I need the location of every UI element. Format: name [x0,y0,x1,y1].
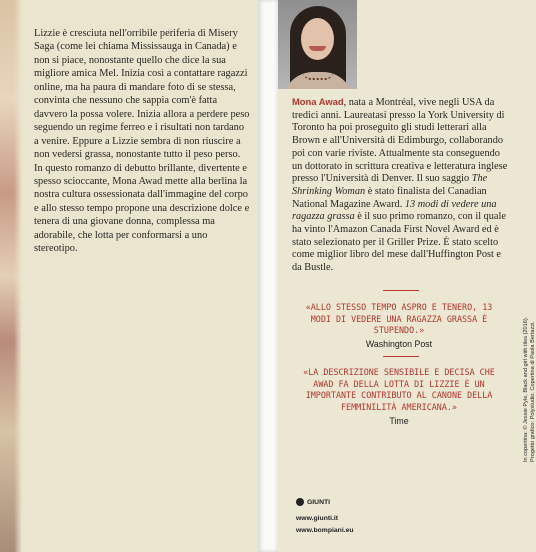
publisher-logo [296,498,330,506]
divider-rule-1 [383,290,419,291]
author-name: Mona Awad [292,96,344,107]
publisher-site-bompiani[interactable]: www.bompiani.eu [296,527,354,534]
cover-credits [523,317,536,462]
review-quote-1: «ALLO STESSO TEMPO ASPRO E TENERO, 13 MODI DI VEDERE UNA RAGAZZA GRASSA È STUPENDO.» [305,302,493,336]
credits-line-1: In copertina: © Jessie Pyle, Black and girl with tiles (2016). [523,316,529,462]
divider-rule-2 [383,356,419,357]
cover-artwork-strip [0,0,22,552]
publisher-site-giunti[interactable]: www.giunti.it [296,515,339,522]
author-photo [278,0,357,89]
bio-text-1: , nata a Montréal, vive negli USA da tredici anni. Laureatasi presso la York University di Toronto ha poi proseguito gli studi letterari alla Brown e all'Università di Edimburgo, collaborando poi con varie riviste. Attualmente sta conseguendo un dottorato in scrittura creativa e letteratura inglese presso l'Università di Denver. Il suo saggio [292,97,508,185]
bio-essay-title: The Shrinking Woman [292,173,488,197]
credits-line-2: Progetto grafico: Polystudio. Copertina di Paola Bertazzi. [530,321,536,462]
review-quote-2: «LA DESCRIZIONE SENSIBILE E DECISA CHE AWAD FA DELLA LOTTA DI LIZZIE È UN IMPORTANTE CONTRIBUTO AL CANONE DELLA FEMMINILITÀ AMERICANA.» [303,367,495,412]
review-source-1: Washington Post [365,339,433,349]
bio-novel-title: 13 modi di vedere una ragazza grassa [292,198,497,223]
author-bio [292,96,510,275]
publisher-logo-text: GIUNTI [307,498,331,506]
synopsis-paragraph-2: In questo romanzo di debutto brillante, divertente e spesso scioccante, Mona Awad mette alla berlina la nostra cultura ossessionata dall'immagine del corpo e allo stesso tempo propone una descrizione dolce e tenera di una giovane donna, complessa ma adorabile, che lotta per conformarsi a uno stereotipo. [34,162,250,255]
synopsis-text [34,27,250,256]
review-source-2: Time [389,416,409,426]
synopsis-paragraph-1: Lizzie è cresciuta nell'orribile periferia di Misery Saga (come lei chiama Mississauga in Canada) e non si piace, nonostante quello che dice la sua migliore amica Mel. Inizia così a contattare ragazzi online, ma ha paura di mandare foto di se stessa, convinta che nessuno che sappia com'è fatta davvero la possa volere. Inizia allora a perdere peso seguendo un regime ferreo e i risultati non tardano a venire. Eppure a Lizzie sembra di non riuscire a non vedersi grassa, nonostante tutto il peso perso. [34,28,250,161]
bio-text-2: è stato finalista del Canadian National Magazine Award. [292,185,487,210]
bio-text-3: è il suo primo romanzo, con il quale ha vinto l'Amazon Canada First Novel Award ed è stato selezionato per il Griller Prize. È stato scelto come miglior libro del mese dall'Huffington Post e da Bustle. [292,211,506,274]
giunti-logo-icon [296,498,304,506]
spine-fold [258,0,278,552]
